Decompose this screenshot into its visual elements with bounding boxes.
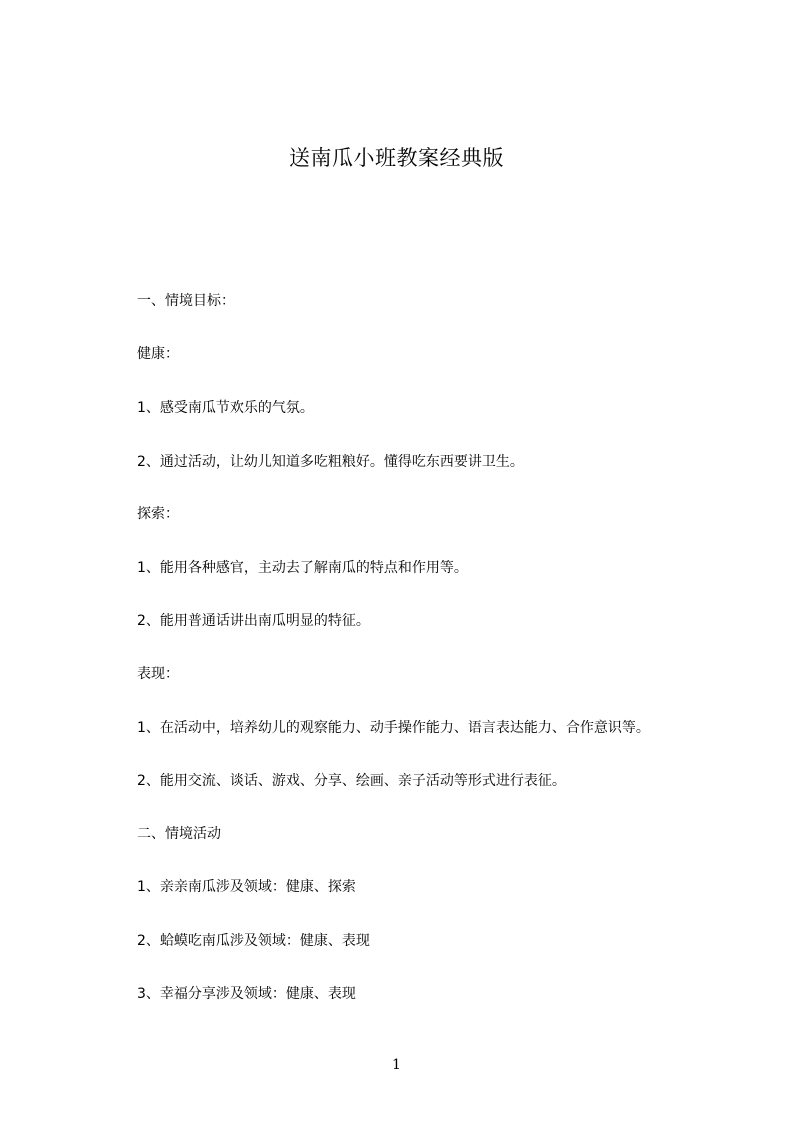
- subheading-expression: 表现：: [137, 666, 179, 682]
- list-item: 3、幸福分享涉及领域：健康、表现: [137, 986, 356, 1002]
- section-heading-activities: 二、情境活动: [137, 826, 221, 842]
- page-number: 1: [392, 1057, 401, 1073]
- list-item: 1、能用各种感官，主动去了解南瓜的特点和作用等。: [137, 560, 468, 576]
- subheading-health: 健康：: [137, 346, 179, 362]
- list-item: 2、蛤蟆吃南瓜涉及领域：健康、表现: [137, 933, 370, 949]
- subheading-explore: 探索：: [137, 506, 179, 522]
- list-item: 2、能用普通话讲出南瓜明显的特征。: [137, 613, 370, 629]
- list-item: 1、亲亲南瓜涉及领域：健康、探索: [137, 879, 356, 895]
- list-item: 1、在活动中，培养幼儿的观察能力、动手操作能力、语言表达能力、合作意识等。: [137, 720, 650, 736]
- list-item: 2、通过活动，让幼儿知道多吃粗粮好。懂得吃东西要讲卫生。: [137, 454, 524, 470]
- section-heading-goals: 一、情境目标：: [137, 293, 235, 309]
- document-title: 送南瓜小班教案经典版: [289, 146, 504, 170]
- list-item: 1、感受南瓜节欢乐的气氛。: [137, 400, 314, 416]
- list-item: 2、能用交流、谈话、游戏、分享、绘画、亲子活动等形式进行表征。: [137, 773, 566, 789]
